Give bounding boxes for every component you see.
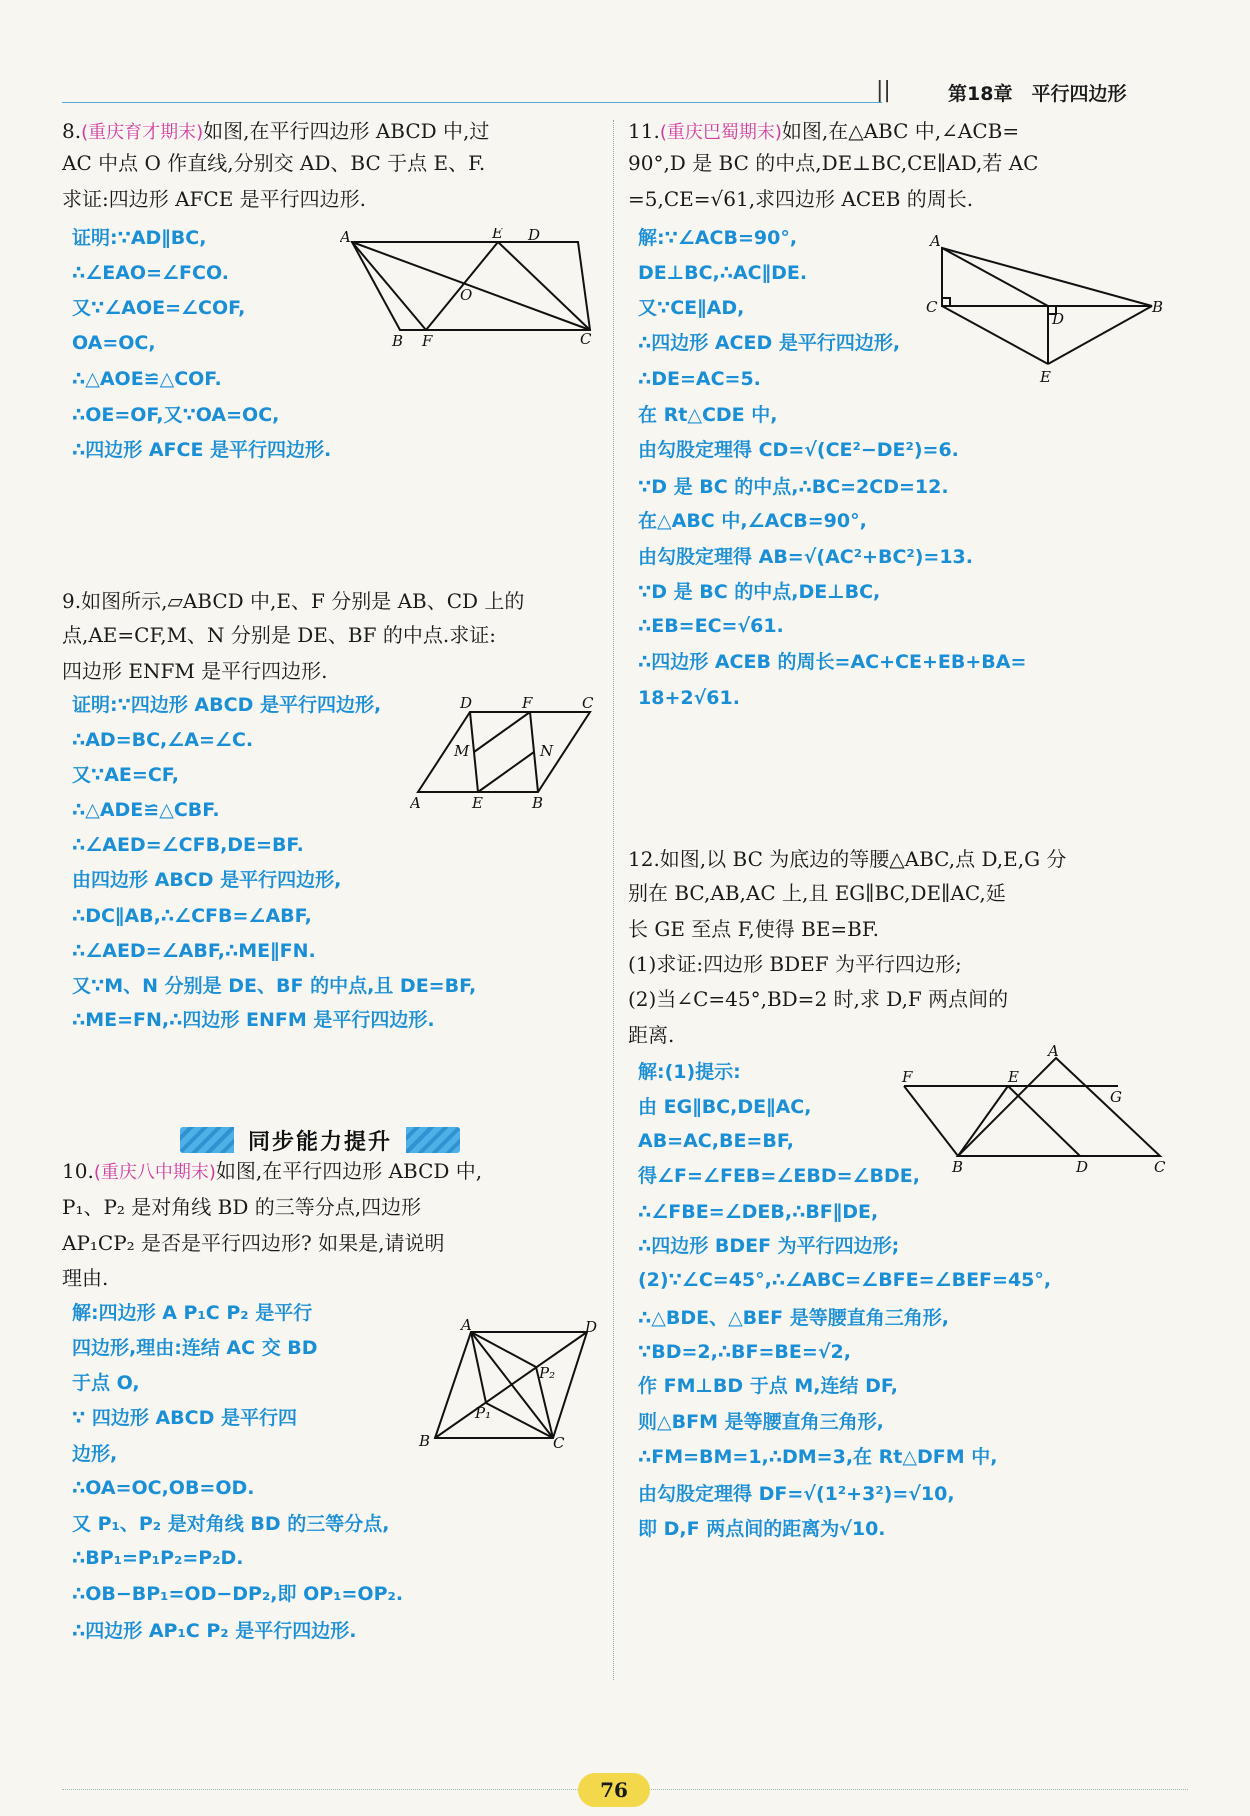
answer-text: ∴ME=FN,∴四边形 ENFM 是平行四边形. (72, 1009, 435, 1031)
fig12-label-a: A (1048, 1044, 1059, 1060)
right-line (628, 186, 973, 212)
left-line (72, 224, 206, 251)
chapter-title: 第18章 平行四边形 (948, 83, 1127, 105)
figure-11-triangle (926, 232, 1171, 392)
left-line (72, 1404, 297, 1431)
fig8-label-e: E (492, 228, 503, 242)
right-line (638, 612, 784, 639)
right-line (628, 846, 1066, 872)
right-line (628, 150, 1038, 176)
answer-text: ∴四边形 AFCE 是平行四边形. (72, 439, 332, 461)
right-line (638, 294, 744, 321)
left-line (72, 1440, 117, 1467)
answer-text: ∴BP₁=P₁P₂=P₂D. (72, 1547, 244, 1569)
answer-text: 边形, (72, 1443, 118, 1465)
fig8-label-d: D (528, 228, 541, 244)
answer-text: ∴四边形 AP₁C P₂ 是平行四边形. (72, 1620, 357, 1642)
answer-text: ∵ 四边形 ABCD 是平行四 (72, 1407, 297, 1429)
answer-text: 又∵∠AOE=∠COF, (72, 297, 246, 319)
fig10-label-a: A (461, 1318, 472, 1334)
page-number: 76 (578, 1773, 650, 1807)
answer-text: ∴四边形 BDEF 为平行四边形; (638, 1235, 900, 1257)
fig9-label-f: F (522, 696, 533, 712)
left-line (72, 937, 316, 964)
fig9-label-c: C (582, 696, 594, 712)
right-line (638, 1058, 741, 1085)
question-text: 四边形 ENFM 是平行四边形. (62, 659, 328, 683)
right-line (628, 916, 879, 942)
left-line (72, 1334, 318, 1361)
answer-text: 又∵CE∥AD, (638, 297, 745, 319)
figure-10-parallelogram (415, 1318, 600, 1448)
fig8-label-c: C (580, 330, 592, 346)
source-tag: (重庆育才期末) (81, 122, 204, 143)
right-line (638, 329, 900, 356)
answer-text: 得∠F=∠FEB=∠EBD=∠BDE, (638, 1165, 920, 1187)
answer-text: ∴△BDE、△BEF 是等腰直角三角形, (638, 1307, 949, 1329)
fig9-label-e: E (472, 794, 483, 812)
fig12-label-g: G (1110, 1088, 1122, 1106)
column-divider (613, 120, 614, 1680)
left-line (72, 259, 229, 286)
right-line (628, 951, 962, 977)
answer-text: 由勾股定理得 CD=√(CE²−DE²)=6. (638, 439, 959, 461)
right-line (638, 543, 973, 570)
left-line (62, 150, 485, 176)
right-line (638, 1515, 886, 1542)
banner-title: 同步能力提升 (234, 1125, 406, 1156)
fig9-label-m: M (454, 742, 470, 760)
right-line (638, 436, 959, 463)
answer-text: ∴四边形 ACED 是平行四边形, (638, 332, 901, 354)
answer-text: DE⊥BC,∴AC∥DE. (638, 262, 808, 284)
fig12-label-c: C (1154, 1158, 1166, 1174)
question-text: (2)当∠C=45°,BD=2 时,求 D,F 两点间的 (628, 987, 1009, 1011)
left-line (62, 1158, 482, 1186)
right-line (638, 224, 797, 251)
left-line (72, 761, 179, 788)
fig11-label-e: E (1040, 368, 1051, 386)
question-text: (1)求证:四边形 BDEF 为平行四边形; (628, 952, 962, 976)
left-line (72, 1006, 435, 1033)
fig10-label-c: C (553, 1434, 565, 1448)
fig12-label-b: B (952, 1158, 964, 1174)
figure-9-parallelogram (410, 696, 600, 812)
answer-text: ∵D 是 BC 的中点,DE⊥BC, (638, 581, 881, 603)
left-line (72, 436, 331, 463)
fig9-label-b: B (532, 794, 544, 812)
answer-text: ∴△AOE≌△COF. (72, 368, 222, 390)
header-rule (62, 102, 882, 103)
answer-text: ∴∠FBE=∠DEB,∴BF∥DE, (638, 1201, 879, 1223)
source-tag: (重庆巴蜀期末) (659, 122, 782, 143)
right-line (638, 1232, 899, 1259)
left-line (72, 972, 476, 999)
answer-text: ∴OE=OF,又∵OA=OC, (72, 404, 280, 426)
left-line (72, 1544, 244, 1571)
left-line (72, 1299, 312, 1326)
fig10-label-d: D (585, 1318, 598, 1336)
fig8-label-f: F (422, 332, 433, 346)
answer-text: ∴AD=BC,∠A=∠C. (72, 729, 254, 751)
left-line (72, 365, 222, 392)
left-line (72, 1474, 255, 1501)
question-text: 别在 BC,AB,AC 上,且 EG∥BC,DE∥AC,延 (628, 881, 1006, 905)
answer-text: (2)∵∠C=45°,∴∠ABC=∠BFE=∠BEF=45°, (638, 1269, 1052, 1291)
answer-text: 在△ABC 中,∠ACB=90°, (638, 510, 867, 532)
fig8-label-o: O (460, 286, 473, 304)
fig9-label-d: D (460, 696, 473, 712)
section-banner (180, 1121, 460, 1159)
answer-text: 由勾股定理得 DF=√(1²+3²)=√10, (638, 1483, 955, 1505)
question-text: 如图,在平行四边形 ABCD 中, (215, 1159, 483, 1183)
answer-text: ∵D 是 BC 的中点,∴BC=2CD=12. (638, 476, 949, 498)
answer-text: ∴DE=AC=5. (638, 368, 761, 390)
question-text: 如图,在平行四边形 ABCD 中,过 (203, 119, 490, 143)
answer-text: ∴△ADE≌△CBF. (72, 799, 220, 821)
fig11-label-a: A (930, 232, 941, 250)
right-line (638, 1198, 878, 1225)
answer-text: ∴四边形 ACEB 的周长=AC+CE+EB+BA= (638, 651, 1027, 673)
right-line (638, 365, 761, 392)
right-line (628, 986, 1008, 1012)
question-text: P₁、P₂ 是对角线 BD 的三等分点,四边形 (62, 1195, 422, 1219)
left-line (72, 1580, 403, 1607)
answer-text: 则△BFM 是等腰直角三角形, (638, 1411, 884, 1433)
figure-8-parallelogram (340, 228, 600, 346)
right-line (638, 1127, 794, 1154)
right-line (628, 1022, 674, 1048)
answer-text: 即 D,F 两点间的距离为√10. (638, 1518, 886, 1540)
answer-text: ∴∠AED=∠CFB,DE=BF. (72, 834, 304, 856)
answer-text: 又 P₁、P₂ 是对角线 BD 的三等分点, (72, 1513, 390, 1535)
right-line (638, 473, 949, 500)
left-line (72, 796, 220, 823)
fig10-label-b: B (419, 1432, 431, 1448)
question-text: 理由. (62, 1266, 109, 1290)
left-line (72, 294, 245, 321)
left-line (62, 1265, 108, 1291)
right-line (638, 1338, 851, 1365)
fig9-label-n: N (540, 742, 554, 760)
answer-text: 由四边形 ABCD 是平行四边形, (72, 869, 342, 891)
left-line (62, 1230, 445, 1256)
question-text: AC 中点 O 作直线,分别交 AD、BC 于点 E、F. (62, 151, 486, 175)
right-line (638, 507, 867, 534)
answer-text: ∴FM=BM=1,∴DM=3,在 Rt△DFM 中, (638, 1446, 998, 1468)
fig11-label-b: B (1152, 298, 1164, 316)
source-tag: (重庆八中期末) (93, 1162, 216, 1183)
answer-text: ∴DC∥AB,∴∠CFB=∠ABF, (72, 905, 312, 927)
right-line (638, 1162, 920, 1189)
right-line (638, 648, 1026, 675)
answer-text: 由勾股定理得 AB=√(AC²+BC²)=13. (638, 546, 973, 568)
question-text: 点,AE=CF,M、N 分别是 DE、BF 的中点.求证: (62, 623, 496, 647)
fig12-label-e: E (1008, 1068, 1019, 1086)
fig8-label-b: B (392, 332, 404, 346)
question-text: 距离. (628, 1023, 675, 1047)
left-line (72, 1369, 140, 1396)
question-text: AP₁CP₂ 是否是平行四边形? 如果是,请说明 (62, 1231, 445, 1255)
figure-12-isosceles (896, 1044, 1171, 1174)
fig12-label-f: F (902, 1068, 913, 1086)
answer-text: 四边形,理由:连结 AC 交 BD (72, 1337, 318, 1359)
question-text: 90°,D 是 BC 的中点,DE⊥BC,CE∥AD,若 AC (628, 151, 1039, 175)
right-line (638, 578, 880, 605)
fig10-label-p1: P₁ (475, 1404, 492, 1422)
question-text: =5,CE=√61,求四边形 ACEB 的周长. (628, 187, 974, 211)
left-line (72, 726, 253, 753)
left-line (62, 622, 496, 648)
answer-text: ∴EB=EC=√61. (638, 615, 784, 637)
left-line (72, 902, 312, 929)
answer-text: OA=OC, (72, 332, 156, 354)
left-line (72, 329, 156, 356)
right-line (638, 1304, 949, 1331)
answer-text: 解:四边形 A P₁C P₂ 是平行 (72, 1302, 313, 1324)
fig11-label-d: D (1052, 310, 1065, 328)
right-line (638, 1266, 1051, 1293)
fig11-label-c: C (926, 298, 938, 316)
fig9-label-a: A (410, 794, 421, 812)
answer-text: 于点 O, (72, 1372, 140, 1394)
answer-text: 18+2√61. (638, 687, 740, 709)
question-text: 9.如图所示,▱ABCD 中,E、F 分别是 AB、CD 上的 (62, 589, 525, 613)
left-line (72, 1510, 389, 1537)
answer-text: ∴∠AED=∠ABF,∴ME∥FN. (72, 940, 316, 962)
answer-text: 解:∵∠ACB=90°, (638, 227, 798, 249)
answer-text: ∴OB−BP₁=OD−DP₂,即 OP₁=OP₂. (72, 1583, 404, 1605)
answer-text: 又∵M、N 分别是 DE、BF 的中点,且 DE=BF, (72, 975, 477, 997)
answer-text: ∵BD=2,∴BF=BE=√2, (638, 1341, 851, 1363)
left-line (62, 186, 366, 212)
right-line (638, 1093, 811, 1120)
right-line (638, 684, 740, 711)
left-line (72, 691, 381, 718)
question-text: 12.如图,以 BC 为底边的等腰△ABC,点 D,E,G 分 (628, 847, 1067, 871)
left-line (72, 1617, 356, 1644)
answer-text: ∴OA=OC,OB=OD. (72, 1477, 255, 1499)
answer-text: 又∵AE=CF, (72, 764, 179, 786)
left-line (62, 658, 328, 684)
fig10-label-p2: P₂ (539, 1364, 556, 1382)
answer-text: 在 Rt△CDE 中, (638, 404, 778, 426)
right-line (638, 1480, 955, 1507)
left-line (72, 401, 279, 428)
question-text: 长 GE 至点 F,使得 BE=BF. (628, 917, 879, 941)
right-line (628, 880, 1006, 906)
left-line (62, 588, 524, 614)
answer-text: ∴∠EAO=∠FCO. (72, 262, 229, 284)
answer-text: AB=AC,BE=BF, (638, 1130, 794, 1152)
left-line (72, 866, 341, 893)
right-line (628, 118, 1019, 146)
answer-text: 证明:∵AD∥BC, (72, 227, 207, 249)
right-line (638, 401, 777, 428)
question-text: 10. (62, 1159, 94, 1183)
left-line (62, 118, 489, 146)
left-line (72, 831, 304, 858)
right-line (638, 1408, 884, 1435)
answer-text: 解:(1)提示: (638, 1061, 741, 1083)
right-line (638, 259, 807, 286)
header-mark: || (876, 78, 891, 103)
question-text: 求证:四边形 AFCE 是平行四边形. (62, 187, 367, 211)
answer-text: 由 EG∥BC,DE∥AC, (638, 1096, 812, 1118)
fig8-label-a: A (340, 228, 351, 246)
answer-text: 作 FM⊥BD 于点 M,连结 DF, (638, 1375, 899, 1397)
question-text: 8. (62, 119, 82, 143)
left-line (62, 1194, 421, 1220)
answer-text: 证明:∵四边形 ABCD 是平行四边形, (72, 694, 382, 716)
fig12-label-d: D (1076, 1158, 1089, 1174)
question-text: 11. (628, 119, 660, 143)
question-text: 如图,在△ABC 中,∠ACB= (781, 119, 1020, 143)
right-line (638, 1372, 898, 1399)
right-line (638, 1443, 997, 1470)
